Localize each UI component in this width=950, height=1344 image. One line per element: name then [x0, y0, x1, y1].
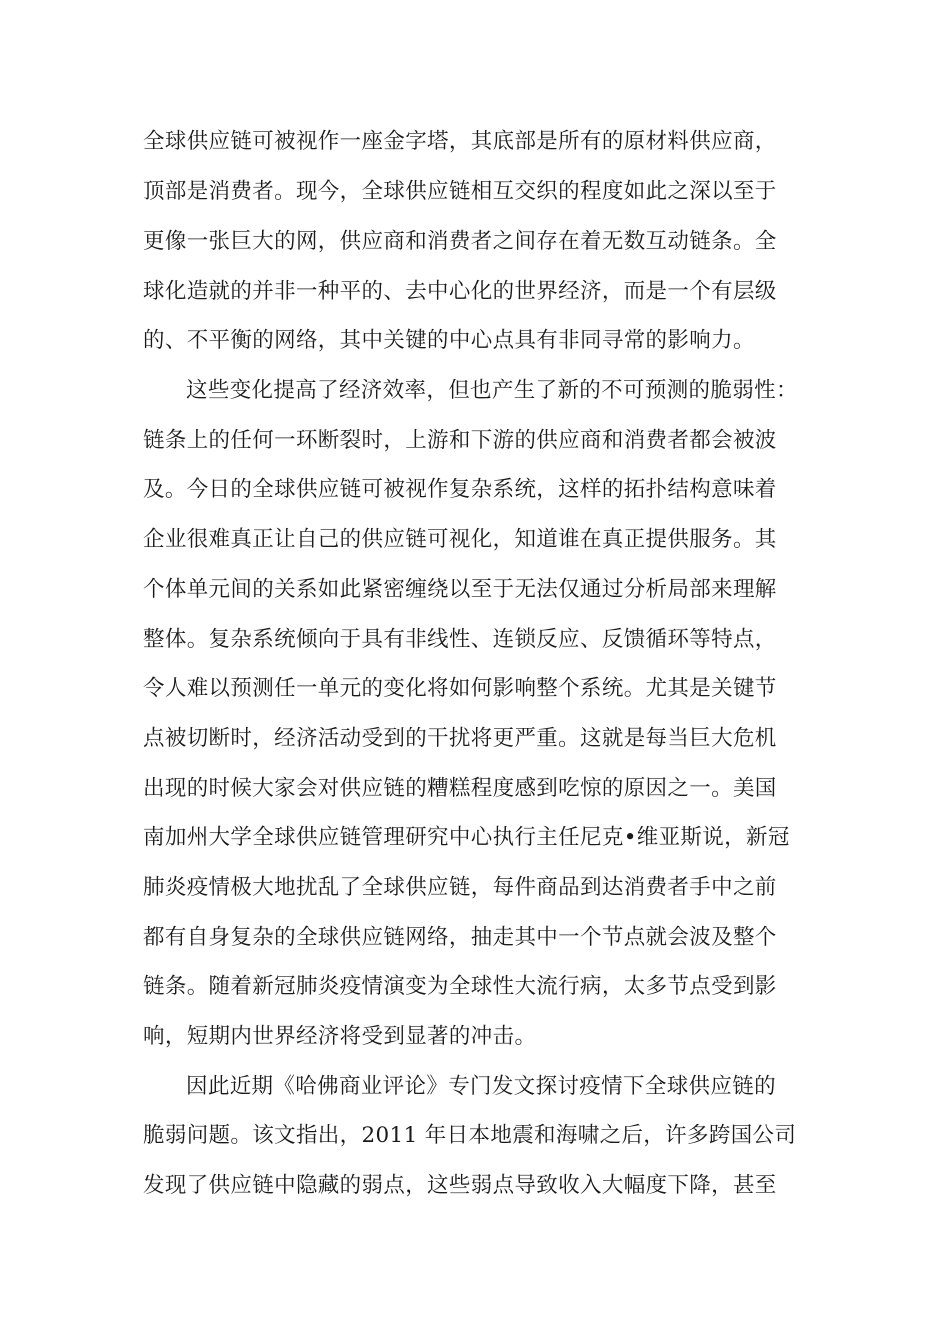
text-line: 链条。随着新冠肺炎疫情演变为全球性大流行病，太多节点受到影 — [143, 974, 777, 999]
text-line: 的、不平衡的网络，其中关键的中心点具有非同寻常的影响力。 — [143, 328, 755, 353]
text-line: 令人难以预测任一单元的变化将如何影响整个系统。尤其是关键节 — [143, 676, 777, 701]
text-line: 都有自身复杂的全球供应链网络，抽走其中一个节点就会波及整个 — [143, 925, 777, 950]
text-line: 发现了供应链中隐藏的弱点，这些弱点导致收入大幅度下降，甚至 — [143, 1173, 777, 1198]
text-line: 响，短期内世界经济将受到显著的冲击。 — [143, 1024, 537, 1049]
text-line: 南加州大学全球供应链管理研究中心执行主任尼克•维亚斯说，新冠 — [143, 825, 790, 850]
text-line: 企业很难真正让自己的供应链可视化，知道谁在真正提供服务。其 — [143, 527, 777, 552]
text-line: 个体单元间的关系如此紧密缠绕以至于无法仅通过分析局部来理解 — [143, 577, 777, 602]
text-line: 顶部是消费者。现今，全球供应链相互交织的程度如此之深以至于 — [143, 179, 777, 204]
text-line: 这些变化提高了经济效率，但也产生了新的不可预测的脆弱性： — [186, 378, 798, 403]
text-line: 点被切断时，经济活动受到的干扰将更严重。这就是每当巨大危机 — [143, 726, 777, 751]
text-line: 因此近期《哈佛商业评论》专门发文探讨疫情下全球供应链的 — [186, 1074, 776, 1099]
text-line: 出现的时候大家会对供应链的糟糕程度感到吃惊的原因之一。美国 — [143, 776, 777, 801]
text-line: 球化造就的并非一种平的、去中心化的世界经济，而是一个有层级 — [143, 279, 777, 304]
text-line: 脆弱问题。该文指出，2011 年日本地震和海啸之后，许多跨国公司 — [143, 1123, 797, 1148]
text-line: 肺炎疫情极大地扰乱了全球供应链，每件商品到达消费者手中之前 — [143, 875, 777, 900]
text-line: 更像一张巨大的网，供应商和消费者之间存在着无数互动链条。全 — [143, 229, 777, 254]
text-line: 及。今日的全球供应链可被视作复杂系统，这样的拓扑结构意味着 — [143, 477, 777, 502]
text-line: 整体。复杂系统倾向于具有非线性、连锁反应、反馈循环等特点， — [143, 627, 777, 652]
text-line: 全球供应链可被视作一座金字塔，其底部是所有的原材料供应商， — [143, 129, 777, 154]
text-line: 链条上的任何一环断裂时，上游和下游的供应商和消费者都会被波 — [143, 428, 777, 453]
